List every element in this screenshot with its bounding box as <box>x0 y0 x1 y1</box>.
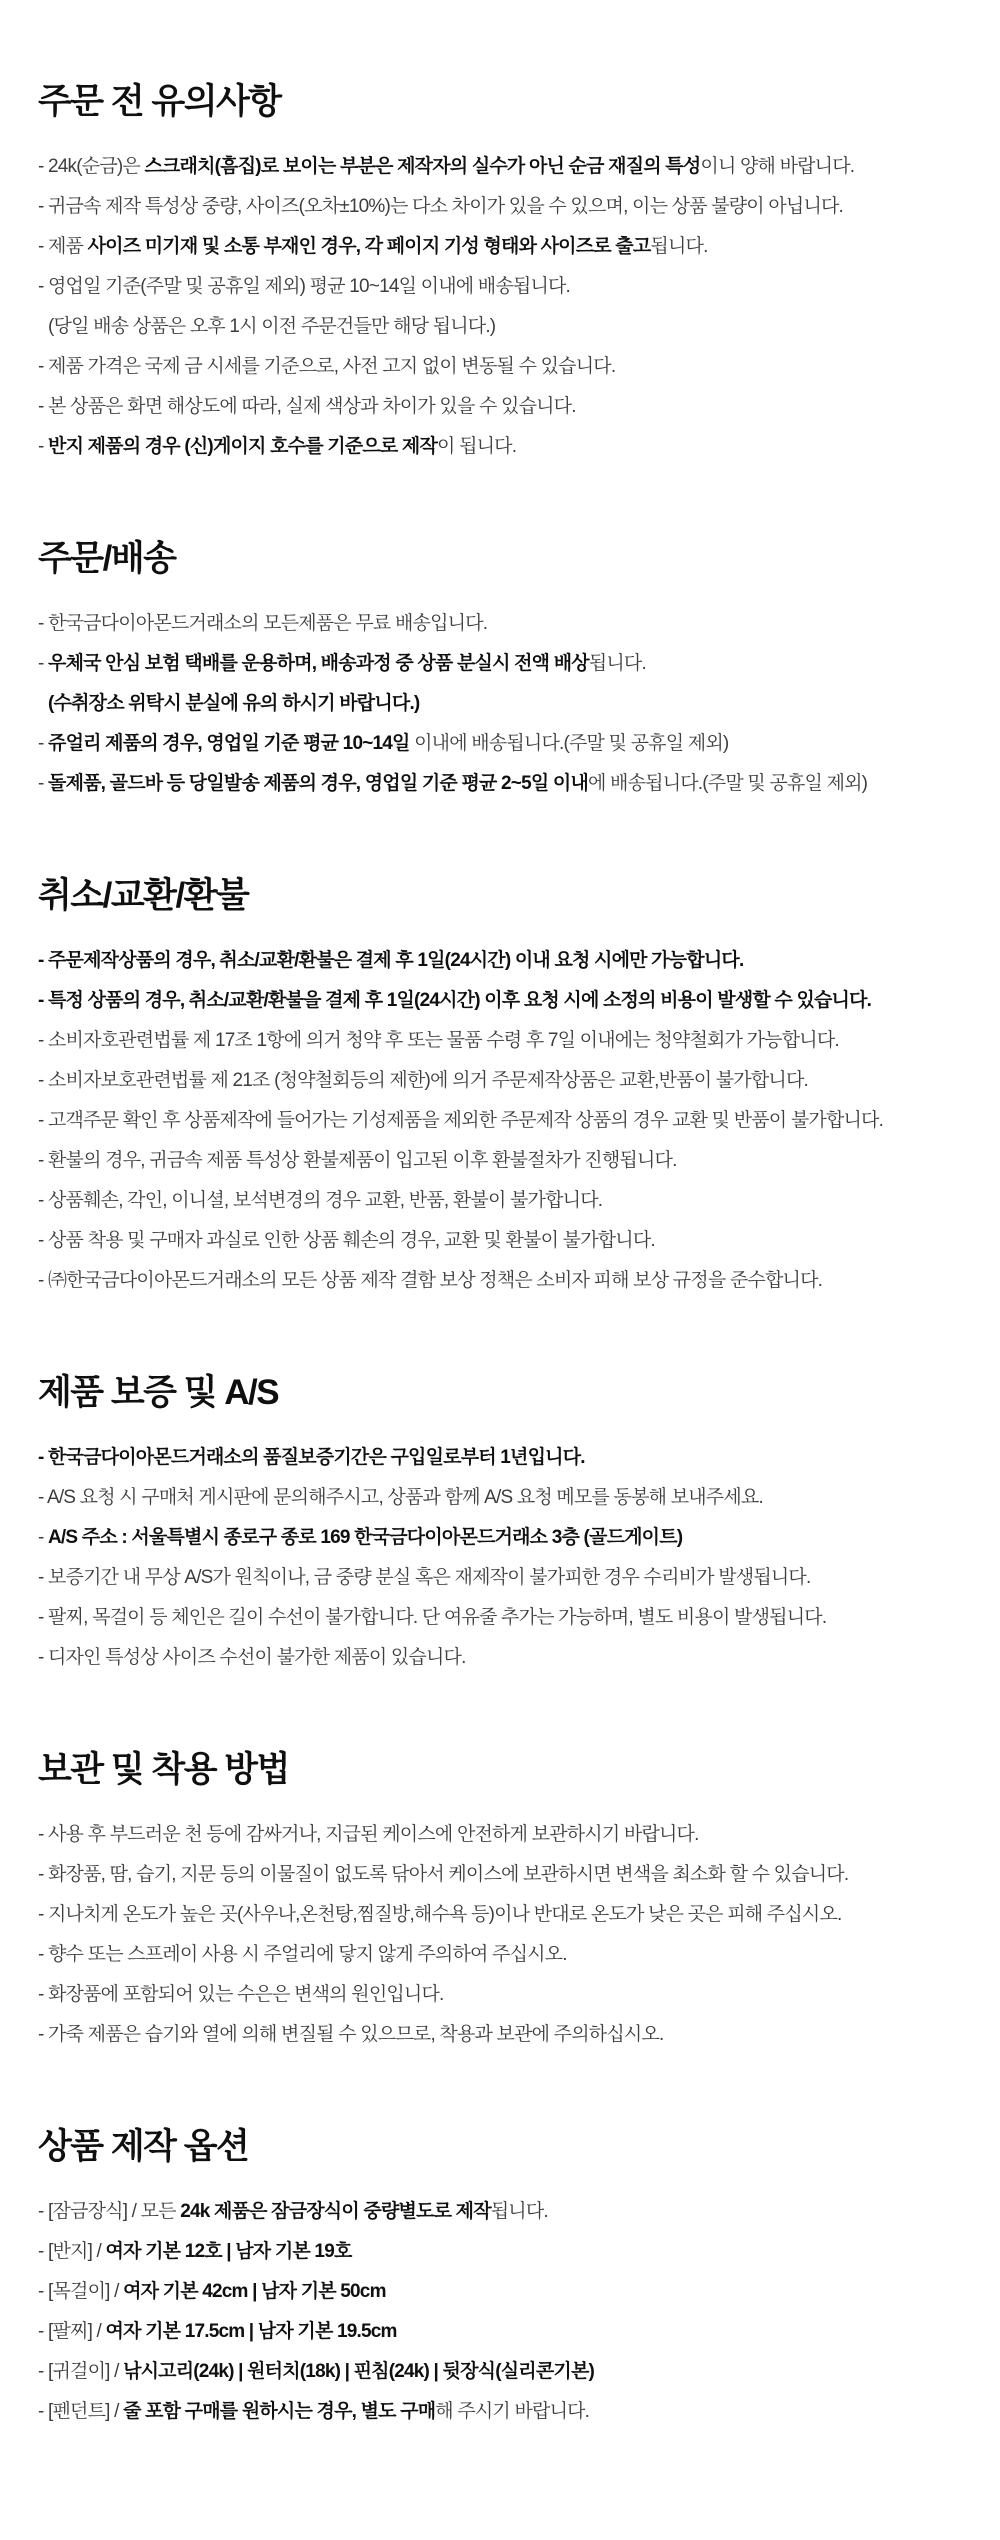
notice-text-bold: 돌제품, 골드바 등 당일발송 제품의 경우, 영업일 기준 평균 2~5일 이내 <box>48 773 588 794</box>
notice-item <box>38 2272 980 2312</box>
notice-item <box>38 1895 980 1935</box>
notice-text: - 제품 <box>38 236 88 257</box>
notice-text: - ㈜한국금다이아몬드거래소의 모든 상품 제작 결함 보상 정책은 소비자 피해 보상 규정을 준수합니다. <box>38 1270 823 1291</box>
notice-text: - 소비자보호관련법률 제 21조 (청약철회등의 제한)에 의거 주문제작상품은 교환,반품이 불가합니다. <box>38 1070 808 1091</box>
notice-section <box>38 878 980 1301</box>
notice-item <box>38 1221 980 1261</box>
section-title: 주문/배송 <box>38 539 176 578</box>
notice-text: - 사용 후 부드러운 천 등에 감싸거나, 지급된 케이스에 안전하게 보관하시기 바랍니다. <box>38 1824 699 1845</box>
notice-text: - <box>38 733 49 754</box>
notice-item <box>38 1261 980 1301</box>
notice-text-bold: 여자 기본 17.5cm | 남자 기본 19.5cm <box>105 2321 397 2342</box>
notice-item <box>38 427 980 467</box>
notice-item <box>38 1438 980 1478</box>
notice-item <box>38 2312 980 2352</box>
notice-item <box>38 724 980 764</box>
notice-text: - 향수 또는 스프레이 사용 시 주얼리에 닿지 않게 주의하여 주십시오. <box>38 1944 567 1965</box>
notice-text-bold: 스크래치(흠집)로 보이는 부분은 제작자의 실수가 아닌 순금 재질의 특성 <box>144 156 701 177</box>
notice-section <box>38 1752 980 2055</box>
notice-item <box>38 1141 980 1181</box>
notice-item <box>38 1478 980 1518</box>
notice-text: 됩니다. <box>588 653 646 674</box>
notice-text-bold: 24k 제품은 잠금장식이 중량별도로 제작 <box>180 2201 491 2222</box>
notice-text: - [반지] / <box>38 2241 106 2262</box>
notice-text: - 보증기간 내 무상 A/S가 원칙이나, 금 중량 분실 혹은 재제작이 불가피한 경우 수리비가 발생됩니다. <box>38 1567 811 1588</box>
notice-text: - 24k(순금)은 <box>38 156 145 177</box>
notice-text: 에 배송됩니다.(주말 및 공휴일 제외) <box>588 773 868 794</box>
notice-text: - 본 상품은 화면 해상도에 따라, 실제 색상과 차이가 있을 수 있습니다. <box>38 396 576 417</box>
notice-text: - 한국금다이아몬드거래소의 모든제품은 무료 배송입니다. <box>38 613 488 634</box>
notice-text: 해 주시기 바랍니다. <box>435 2401 590 2422</box>
notice-text: - 디자인 특성상 사이즈 수선이 불가한 제품이 있습니다. <box>38 1647 466 1668</box>
section-title: 제품 보증 및 A/S <box>38 1373 279 1412</box>
section-item-list <box>38 941 980 1301</box>
notice-text: - 팔찌, 목걸이 등 체인은 길이 수선이 불가합니다. 단 여유줄 추가는 가능하며, 별도 비용이 발생됩니다. <box>38 1607 827 1628</box>
notice-text: - 상품훼손, 각인, 이니셜, 보석변경의 경우 교환, 반품, 환불이 불가합니다. <box>38 1190 603 1211</box>
notice-text: - [펜던트] / <box>38 2401 124 2422</box>
notice-item <box>38 1101 980 1141</box>
notice-text: 이 됩니다. <box>437 436 517 457</box>
notice-text-bold: 여자 기본 42cm | 남자 기본 50cm <box>123 2281 386 2302</box>
notice-item <box>38 147 980 187</box>
section-item-list <box>38 1815 980 2055</box>
notice-text: - <box>38 1527 49 1548</box>
notice-item <box>38 644 980 684</box>
notice-section <box>38 541 980 804</box>
notice-section <box>38 1375 980 1678</box>
notice-text: - <box>38 436 49 457</box>
notice-item <box>38 2192 980 2232</box>
notice-text: - 소비자호관련법률 제 17조 1항에 의거 청약 후 또는 물품 수령 후 7일 이내에는 청약철회가 가능합니다. <box>38 1030 839 1051</box>
notice-item <box>38 2015 980 2055</box>
notice-section <box>38 2129 980 2432</box>
notice-text: - [귀걸이] / <box>38 2361 124 2382</box>
notice-text: 됩니다. <box>490 2201 548 2222</box>
notice-item <box>38 2392 980 2432</box>
section-title: 주문 전 유의사항 <box>38 82 281 121</box>
notice-item <box>38 604 980 644</box>
notice-text: - 지나치게 온도가 높은 곳(사우나,온천탕,찜질방,해수욕 등)이나 반대로 온도가 낮은 곳은 피해 주십시오. <box>38 1904 842 1925</box>
section-item-list <box>38 2192 980 2432</box>
notice-text-bold: A/S 주소 : 서울특별시 종로구 종로 169 한국금다이아몬드거래소 3층 (골드게이트) <box>48 1527 683 1548</box>
notice-text-bold: 사이즈 미기재 및 소통 부재인 경우, 각 페이지 기성 형태와 사이즈로 출고 <box>87 236 651 257</box>
notice-text-bold: - 주문제작상품의 경우, 취소/교환/환불은 결제 후 1일(24시간) 이내 요청 시에만 가능합니다. <box>38 950 744 971</box>
notice-text-bold: - 한국금다이아몬드거래소의 품질보증기간은 구입일로부터 1년입니다. <box>38 1447 585 1468</box>
notice-text: - 환불의 경우, 귀금속 제품 특성상 환불제품이 입고된 이후 환불절차가 진행됩니다. <box>38 1150 677 1171</box>
notice-item <box>38 1181 980 1221</box>
notice-text: - 귀금속 제작 특성상 중량, 사이즈(오차±10%)는 다소 차이가 있을 수 있으며, 이는 상품 불량이 아닙니다. <box>38 196 844 217</box>
notice-text: - 상품 착용 및 구매자 과실로 인한 상품 훼손의 경우, 교환 및 환불이 불가합니다. <box>38 1230 655 1251</box>
notice-item <box>38 764 980 804</box>
notice-text-bold: (수취장소 위탁시 분실에 유의 하시기 바랍니다.) <box>48 693 420 714</box>
notice-item <box>38 684 980 724</box>
notice-item <box>38 981 980 1021</box>
notice-text-bold: 우체국 안심 보험 택배를 운용하며, 배송과정 중 상품 분실시 전액 배상 <box>48 653 589 674</box>
section-title: 취소/교환/환불 <box>38 876 249 915</box>
notice-item <box>38 1855 980 1895</box>
notice-item <box>38 387 980 427</box>
notice-item <box>38 1558 980 1598</box>
notice-text: - <box>38 653 49 674</box>
notice-section <box>38 84 980 467</box>
notice-item <box>38 1061 980 1101</box>
section-item-list <box>38 147 980 467</box>
notice-item <box>38 307 980 347</box>
notice-text: - 제품 가격은 국제 금 시세를 기준으로, 사전 고지 없이 변동될 수 있습니다. <box>38 356 616 377</box>
notice-text: - 화장품에 포함되어 있는 수은은 변색의 원인입니다. <box>38 1984 444 2005</box>
notice-item <box>38 347 980 387</box>
notice-text: - 가죽 제품은 습기와 열에 의해 변질될 수 있으므로, 착용과 보관에 주의하십시오. <box>38 2024 664 2045</box>
notice-text-bold: 줄 포함 구매를 원하시는 경우, 별도 구매 <box>123 2401 436 2422</box>
notice-item <box>38 1021 980 1061</box>
notice-text: - [목걸이] / <box>38 2281 124 2302</box>
notice-item <box>38 187 980 227</box>
notice-text: - <box>38 773 49 794</box>
notice-text: - A/S 요청 시 구매처 게시판에 문의해주시고, 상품과 함께 A/S 요청 메모를 동봉해 보내주세요. <box>38 1487 763 1508</box>
notice-text-bold: 반지 제품의 경우 (신)게이지 호수를 기준으로 제작 <box>48 436 438 457</box>
notice-item <box>38 1518 980 1558</box>
notice-text-bold: 낚시고리(24k) | 원터치(18k) | 핀침(24k) | 뒷장식(실리콘기본) <box>123 2361 595 2382</box>
notice-item <box>38 2232 980 2272</box>
notice-text-bold: 쥬얼리 제품의 경우, 영업일 기준 평균 10~14일 <box>48 733 410 754</box>
notice-text: (당일 배송 상품은 오후 1시 이전 주문건들만 해당 됩니다.) <box>48 316 496 337</box>
notice-text: 이니 양해 바랍니다. <box>700 156 855 177</box>
notice-text: - 화장품, 땀, 습기, 지문 등의 이물질이 없도록 닦아서 케이스에 보관하시면 변색을 최소화 할 수 있습니다. <box>38 1864 849 1885</box>
notice-item <box>38 1815 980 1855</box>
section-item-list <box>38 1438 980 1678</box>
notice-text: - 고객주문 확인 후 상품제작에 들어가는 기성제품을 제외한 주문제작 상품의 경우 교환 및 반품이 불가합니다. <box>38 1110 884 1131</box>
notice-text: - 영업일 기준(주말 및 공휴일 제외) 평균 10~14일 이내에 배송됩니다. <box>38 276 571 297</box>
notice-text: - [잠금장식] / 모든 <box>38 2201 181 2222</box>
notice-text: 이내에 배송됩니다.(주말 및 공휴일 제외) <box>409 733 729 754</box>
notice-text: - [팔찌] / <box>38 2321 106 2342</box>
notice-text: 됩니다. <box>650 236 708 257</box>
notice-item <box>38 1935 980 1975</box>
notice-item <box>38 2352 980 2392</box>
notice-item <box>38 267 980 307</box>
notice-item <box>38 1975 980 2015</box>
notice-item <box>38 1638 980 1678</box>
section-title: 상품 제작 옵션 <box>38 2127 249 2166</box>
section-title: 보관 및 착용 방법 <box>38 1750 289 1789</box>
notice-item <box>38 1598 980 1638</box>
notice-text-bold: 여자 기본 12호 | 남자 기본 19호 <box>105 2241 352 2262</box>
notice-item <box>38 227 980 267</box>
notice-text-bold: - 특정 상품의 경우, 취소/교환/환불을 결제 후 1일(24시간) 이후 요청 시에 소정의 비용이 발생할 수 있습니다. <box>38 990 872 1011</box>
section-item-list <box>38 604 980 804</box>
notice-item <box>38 941 980 981</box>
